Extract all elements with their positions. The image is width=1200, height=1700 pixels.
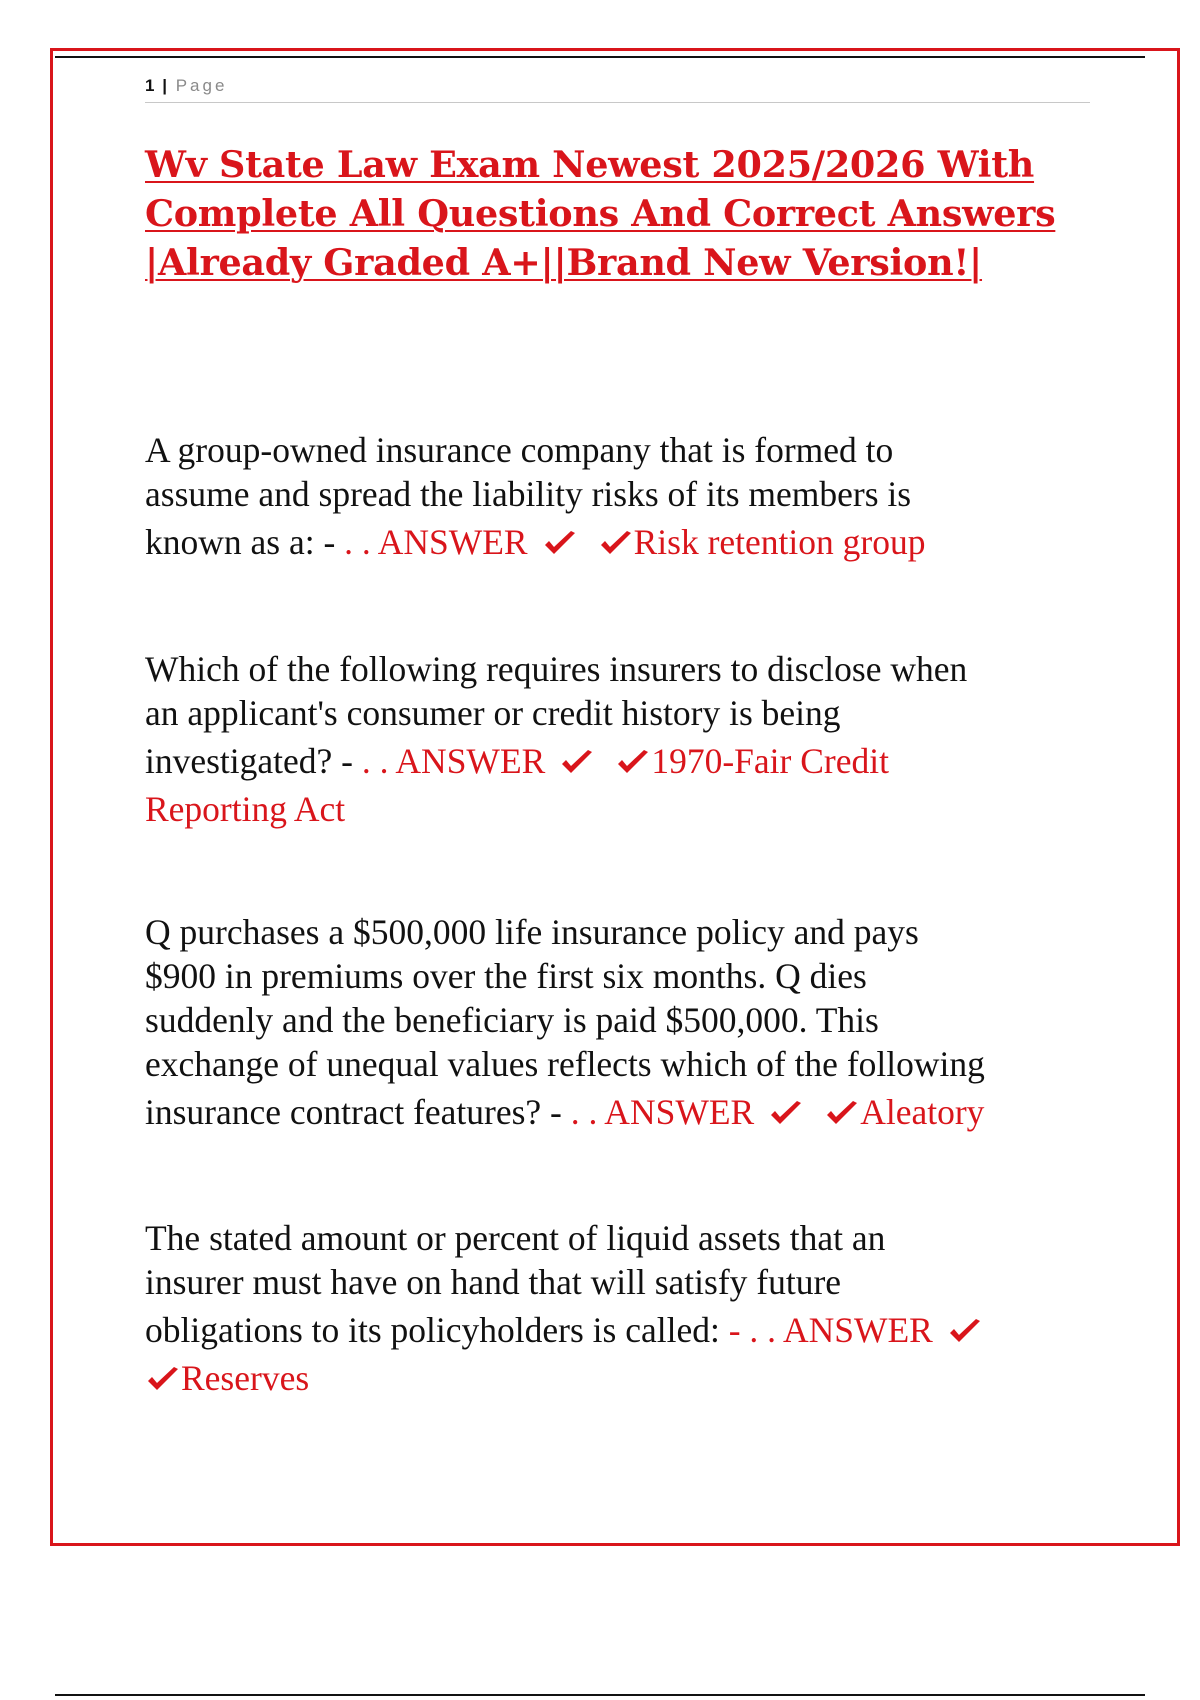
answer-label: . . ANSWER [344, 522, 528, 562]
question-text: assume and spread the liability risks of its members is [145, 474, 912, 514]
answer-continued-line [145, 1356, 1100, 1400]
check-mark-icon [145, 1366, 181, 1394]
question-text: obligations to its policyholders is called: [145, 1310, 729, 1350]
document-title [145, 140, 1115, 287]
answer-text: Reserves [181, 1358, 310, 1398]
page-label: Page [175, 76, 228, 95]
check-mark-icon [824, 1100, 860, 1128]
answer-text: 1970-Fair Credit [651, 741, 889, 781]
top-rule [55, 56, 1145, 58]
check-mark-icon [615, 749, 651, 777]
title-line-1: Wv State Law Exam Newest 2025/2026 With [145, 143, 1035, 186]
check-mark-icon [542, 530, 578, 558]
question-text: an applicant's consumer or credit history is being [145, 693, 841, 733]
question-block-3 [145, 910, 1100, 1138]
question-block-4 [145, 1216, 1100, 1400]
question-text: The stated amount or percent of liquid assets that an [145, 1218, 886, 1258]
page-header [145, 74, 1090, 103]
question-text: suddenly and the beneficiary is paid $500,000. This [145, 1000, 879, 1040]
question-text: Q purchases a $500,000 life insurance policy and pays [145, 912, 919, 952]
question-text: Which of the following requires insurers to disclose when [145, 649, 968, 689]
check-mark-icon [768, 1100, 804, 1128]
question-answer-line [145, 516, 1100, 568]
answer-label: . . ANSWER [361, 741, 546, 781]
title-line-2: Complete All Questions And Correct Answers [145, 192, 1056, 235]
question-block-2 [145, 647, 1100, 831]
question-answer-line [145, 735, 1100, 787]
question-block-1 [145, 428, 1100, 568]
question-text: insurance contract features? - [145, 1092, 571, 1132]
check-mark-icon [559, 749, 595, 777]
question-text: insurer must have on hand that will satisfy future [145, 1262, 842, 1302]
bottom-rule [55, 1694, 1145, 1696]
question-text: exchange of unequal values reflects which of the following [145, 1044, 985, 1084]
answer-text: Risk retention group [633, 522, 926, 562]
answer-text: Aleatory [860, 1092, 985, 1132]
check-mark-icon [947, 1318, 983, 1346]
answer-label: - . . ANSWER [728, 1310, 933, 1350]
question-text: A group-owned insurance company that is formed to [145, 430, 894, 470]
page-number: 1 [145, 76, 155, 95]
check-mark-icon [598, 530, 634, 558]
page-separator: | [162, 76, 167, 95]
question-text: investigated? - [145, 741, 362, 781]
title-line-3: |Already Graded A+||Brand New Version!| [145, 241, 983, 284]
answer-label: . . ANSWER [570, 1092, 755, 1132]
answer-text-continued: Reporting Act [145, 789, 346, 829]
question-answer-line [145, 1304, 1100, 1356]
question-text: $900 in premiums over the first six months. Q dies [145, 956, 867, 996]
question-text: known as a: - [145, 522, 345, 562]
question-answer-line [145, 1086, 1100, 1138]
